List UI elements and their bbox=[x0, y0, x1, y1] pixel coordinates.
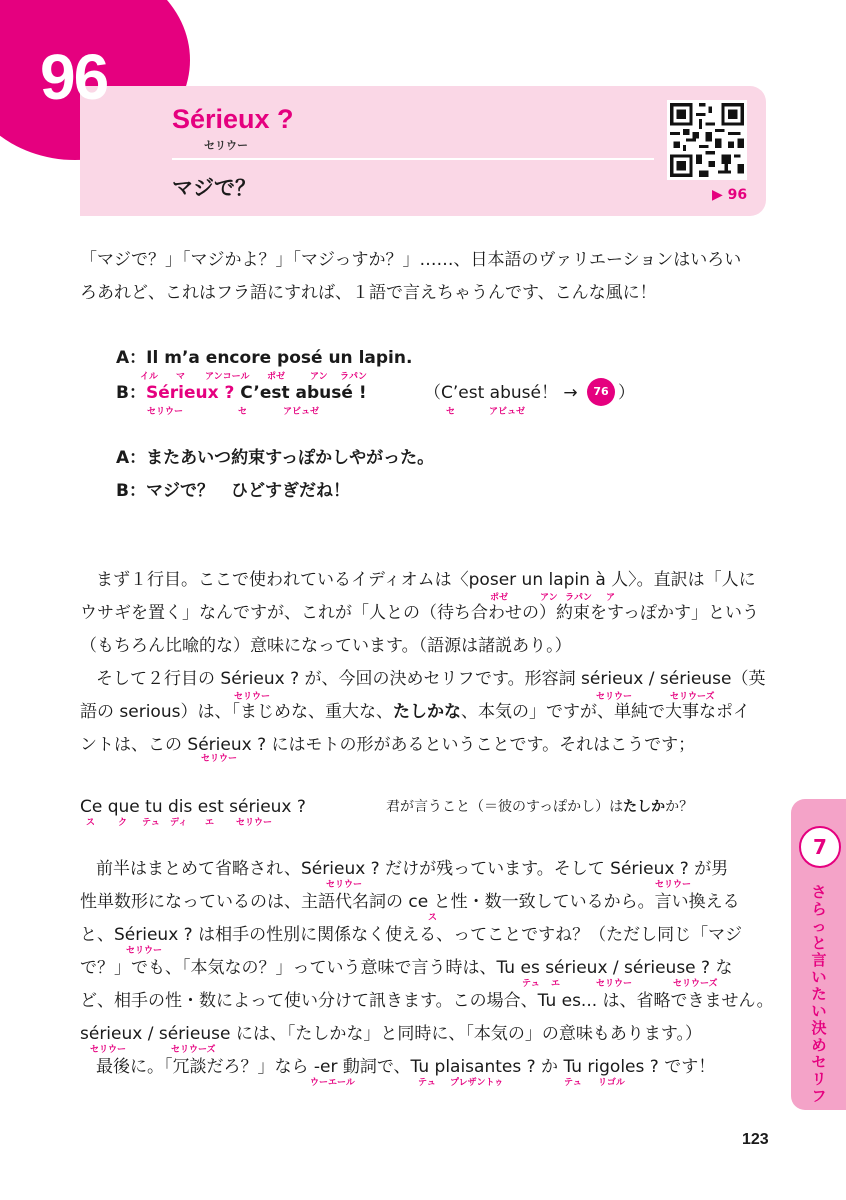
ruby: ラパン bbox=[340, 372, 368, 382]
dialogue-a-french: A：Il m’a encore posé un lapin. bbox=[116, 348, 413, 368]
ruby: セリウー bbox=[90, 1045, 127, 1055]
ruby: セリウー bbox=[147, 407, 184, 417]
explanation-line-1: まず１行目。ここで使われているイディオムは〈poser un lapin à 人〉。直訳は「人に bbox=[96, 570, 756, 590]
ruby: セリウーズ bbox=[673, 979, 718, 989]
explanation2-line-5: ど、相手の性・数によって使い分けて訊きます。この場合、Tu es... は、省略できません。 bbox=[80, 991, 774, 1011]
ruby: エ bbox=[205, 818, 215, 828]
explanation-line-6: ントは、この Sérieux ? にはモトの形があるということです。それはこうです； bbox=[80, 735, 696, 755]
cross-reference-close: ） bbox=[618, 383, 635, 403]
ruby: ウーエール bbox=[310, 1078, 355, 1088]
explanation2-line-4: で？」でも、「本気なの？」っていう意味で言う時は、Tu es sérieux / sérieuse ? な bbox=[80, 958, 733, 978]
ruby: アビュゼ bbox=[489, 407, 526, 417]
cross-reference: （C’est abusé！ → bbox=[424, 383, 578, 403]
ruby: アンコール bbox=[205, 372, 250, 382]
ruby: プレザントゥ bbox=[450, 1078, 504, 1088]
explanation2-line-2: 性単数形になっているのは、主語代名詞の ce と性・数一致しているから。言い換える bbox=[80, 892, 740, 912]
explanation-line-2: ウサギを置く」なんですが、これが「人との（待ち合わせの）約束をすっぽかす」という bbox=[80, 603, 759, 623]
ruby: ス bbox=[428, 913, 438, 923]
page-number: 123 bbox=[742, 1131, 769, 1148]
explanation-line-3: （もちろん比喩的な）意味になっています。（語源は諸説あり。） bbox=[80, 636, 572, 656]
ruby: ポゼ bbox=[490, 593, 509, 603]
ruby: アビュゼ bbox=[283, 407, 320, 417]
explanation2-line-7: 最後に。「冗談だろ？」なら -er 動詞で、Tu plaisantes ? か Tu rigoles ? です！ bbox=[96, 1057, 716, 1077]
phrase-translation: マジで？ bbox=[172, 176, 256, 200]
ruby: アン bbox=[310, 372, 328, 382]
intro-line-2: ろあれど、これはフラ語にすれば、１語で言えちゃうんです、こんな風に！ bbox=[80, 283, 657, 303]
example-french: Ce que tu dis est sérieux ? bbox=[80, 797, 306, 817]
intro-line-1: 「マジで？」「マジかよ？」「マジっすか？」……、日本語のヴァリエーションはいろい bbox=[80, 250, 742, 270]
ruby: ス bbox=[86, 818, 96, 828]
cross-reference-badge[interactable]: 76 bbox=[587, 378, 615, 406]
ruby: セリウー bbox=[201, 754, 238, 764]
ruby: セリウー bbox=[236, 818, 273, 828]
ruby: セリウー bbox=[655, 880, 692, 890]
ruby: エ bbox=[551, 979, 561, 989]
ruby: セリウー bbox=[126, 946, 163, 956]
ruby: セリウー bbox=[326, 880, 363, 890]
example-japanese: 君が言うこと（＝彼のすっぽかし）はたしかか？ bbox=[386, 799, 694, 815]
ruby: ディ bbox=[170, 818, 188, 828]
phrase-title: Sérieux ? bbox=[172, 104, 294, 134]
lesson-number: 96 bbox=[40, 41, 108, 113]
ruby: テュ bbox=[564, 1078, 582, 1088]
qr-code-icon[interactable] bbox=[667, 100, 747, 180]
dialogue-b-french: B：Sérieux ? C’est abusé ! bbox=[116, 383, 367, 403]
explanation-line-5: 語の serious）は、「まじめな、重大な、たしかな、本気の」ですが、単純で大事なポイ bbox=[80, 702, 750, 722]
ruby: ポゼ bbox=[267, 372, 286, 382]
ruby: テュ bbox=[522, 979, 540, 989]
header-divider bbox=[172, 158, 654, 160]
ruby: テュ bbox=[418, 1078, 436, 1088]
ruby: テュ bbox=[142, 818, 160, 828]
ruby: セリウーズ bbox=[670, 692, 715, 702]
dialogue-a-japanese: A：またあいつ約束すっぽかしやがった。 bbox=[116, 448, 435, 468]
chapter-label: さらっと言いたい決めセリフ bbox=[811, 883, 827, 1105]
ruby: セリウー bbox=[234, 692, 271, 702]
dialogue-b-japanese: B：マジで？ ひどすぎだね！ bbox=[116, 481, 350, 501]
ruby: ア bbox=[606, 593, 616, 603]
ruby: セリウー bbox=[596, 979, 633, 989]
audio-track-link[interactable]: ▶ 96 bbox=[712, 187, 748, 203]
ruby: イル bbox=[140, 372, 159, 382]
ruby: セ bbox=[238, 407, 248, 417]
explanation2-line-6: sérieux / sérieuse には、「たしかな」と同時に、「本気の」の意味もあります。） bbox=[80, 1024, 702, 1044]
explanation2-line-3: と、Sérieux ? は相手の性別に関係なく使える、ってことですね？（ただし同じ「マジ bbox=[80, 925, 743, 945]
ruby: セリウーズ bbox=[171, 1045, 216, 1055]
ruby: マ bbox=[176, 372, 186, 382]
explanation2-line-1: 前半はまとめて省略され、Sérieux ? だけが残っています。そして Sérieux ? が男 bbox=[96, 859, 729, 879]
ruby: ク bbox=[118, 818, 128, 828]
ruby: セ bbox=[446, 407, 456, 417]
chapter-number: 7 bbox=[799, 826, 841, 868]
ruby: セリウー bbox=[596, 692, 633, 702]
ruby: アン bbox=[540, 593, 558, 603]
ruby: リゴル bbox=[598, 1078, 625, 1088]
ruby: ラパン bbox=[565, 593, 593, 603]
phrase-title-ruby: セリウー bbox=[204, 139, 248, 152]
explanation-line-4: そして２行目の Sérieux ? が、今回の決めセリフです。形容詞 sérieux / sérieuse（英 bbox=[96, 669, 766, 689]
